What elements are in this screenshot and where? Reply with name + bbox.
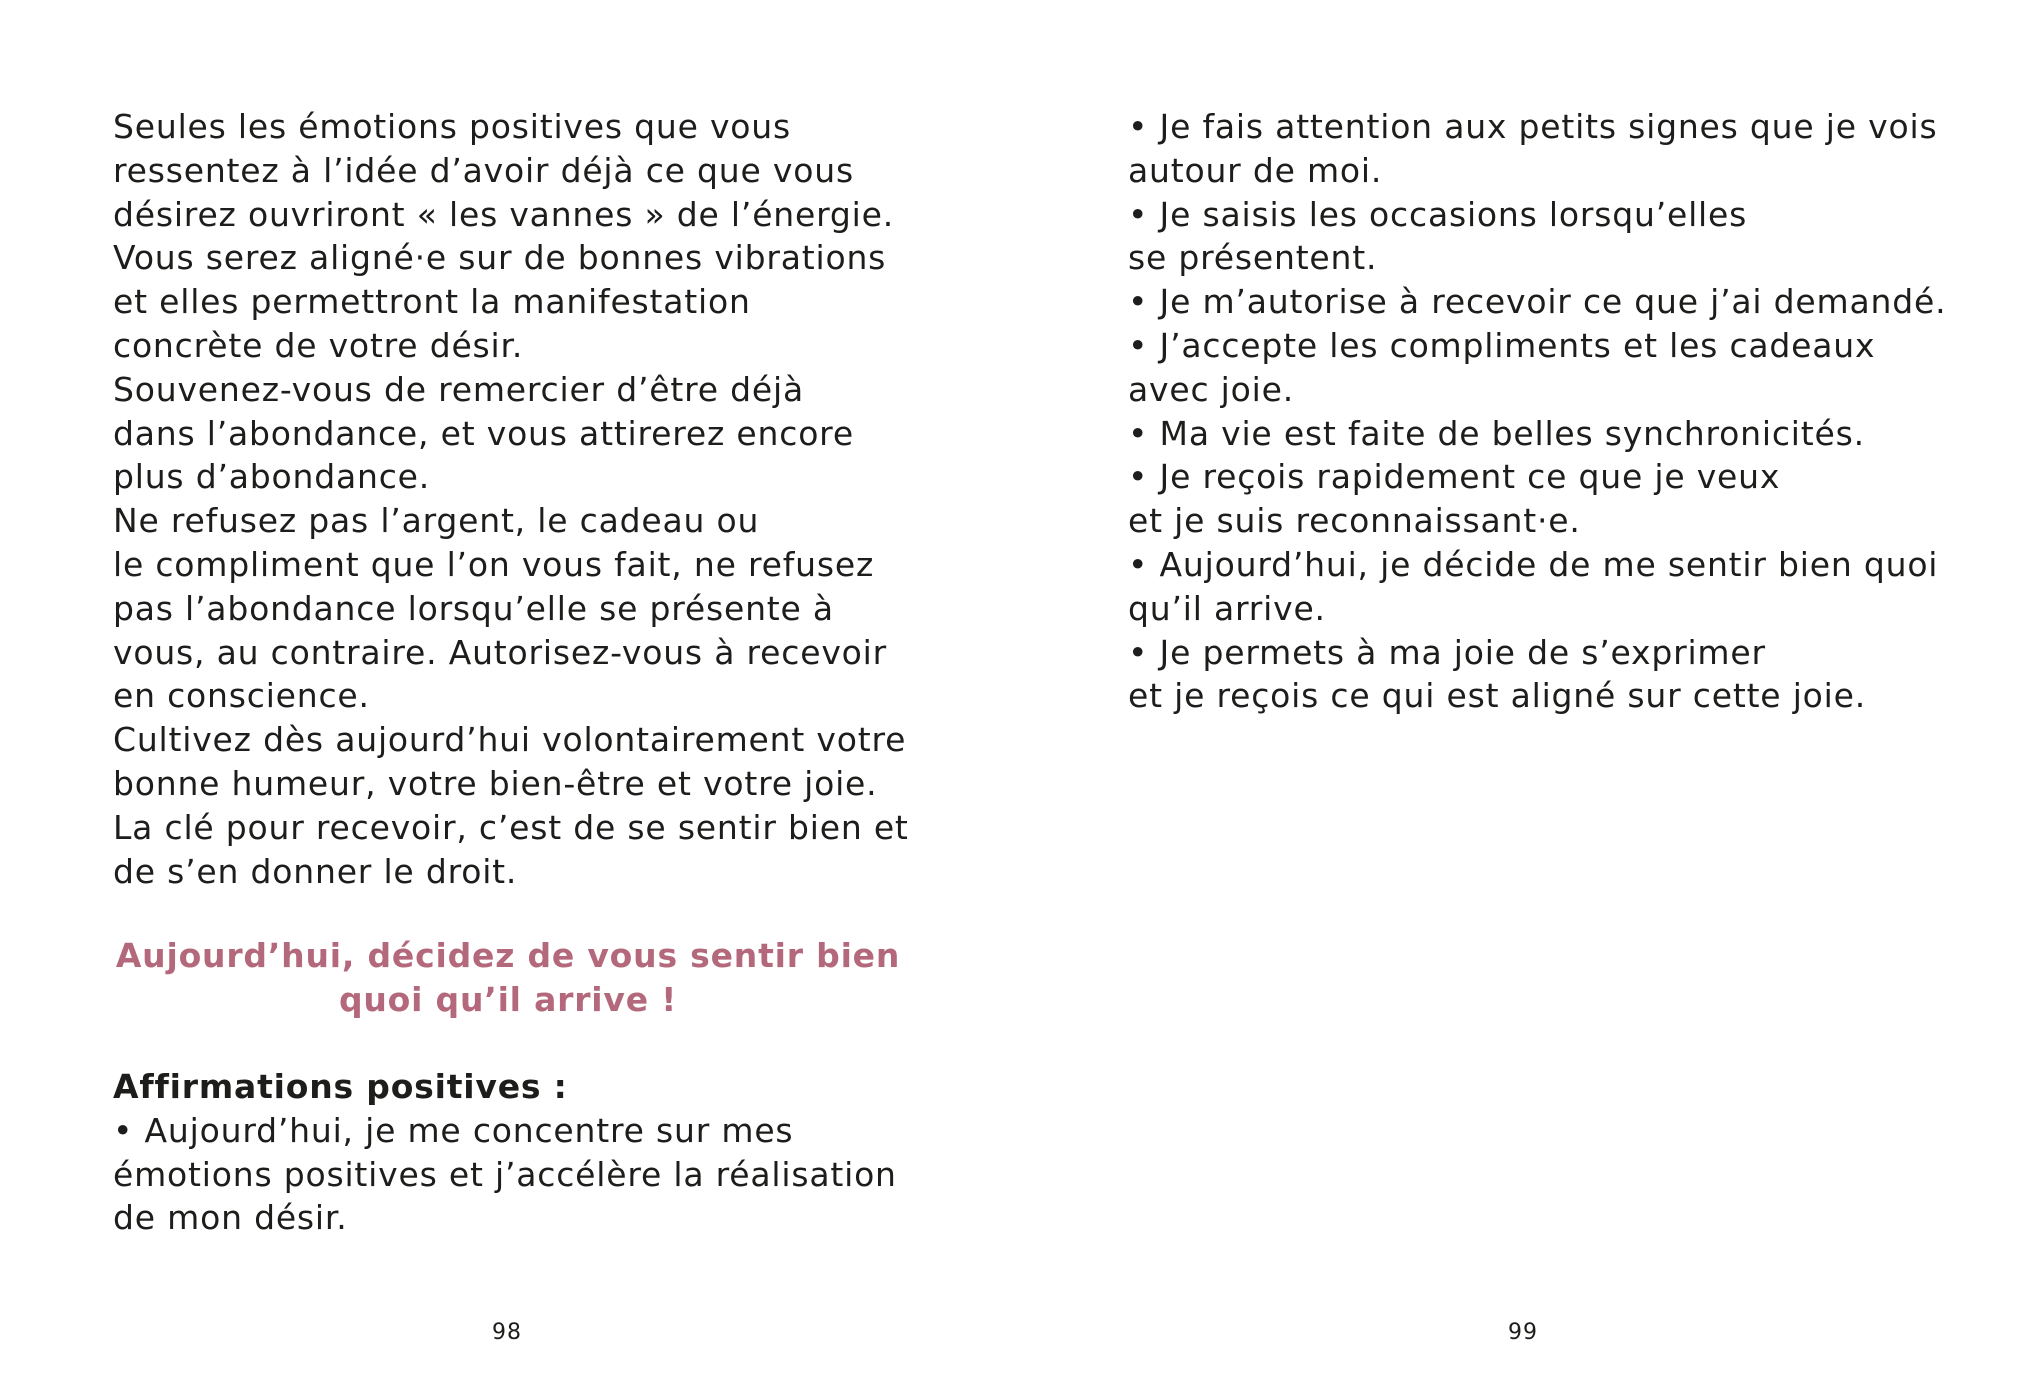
affirmation-list xyxy=(1128,105,1958,718)
body-line: Seules les émotions positives que vous xyxy=(113,107,792,146)
affirmation-line: de mon désir. xyxy=(113,1198,348,1238)
affirmation-line: qu’il arrive. xyxy=(1128,588,1326,628)
page-number-right: 99 xyxy=(1508,1320,1538,1345)
body-line: de s’en donner le droit. xyxy=(113,851,518,891)
affirmation-line: • Je fais attention aux petits signes que je vois xyxy=(1128,107,1938,146)
affirmation-line: se présentent. xyxy=(1128,238,1378,278)
body-line: plus d’abondance. xyxy=(113,457,431,497)
affirmation-line: • Ma vie est faite de belles synchronicités. xyxy=(1128,413,1865,453)
body-paragraph xyxy=(113,105,943,893)
page-number-left: 98 xyxy=(492,1320,522,1345)
highlight-quote xyxy=(113,934,903,1022)
body-line: en conscience. xyxy=(113,676,370,716)
body-line: pas l’abondance lorsqu’elle se présente à xyxy=(113,588,834,628)
affirmation-line: émotions positives et j’accélère la réalisation xyxy=(113,1154,897,1194)
affirmation-line: • Je saisis les occasions lorsqu’elles xyxy=(1128,194,1748,234)
body-line: désirez ouvriront « les vannes » de l’énergie. xyxy=(113,194,895,234)
affirmation-line: • Je m’autorise à recevoir ce que j’ai demandé. xyxy=(1128,282,1947,322)
affirmation-line: autour de moi. xyxy=(1128,150,1383,190)
body-line: dans l’abondance, et vous attirerez encore xyxy=(113,413,854,453)
affirmation-line: • Aujourd’hui, je décide de me sentir bien quoi xyxy=(1128,544,1939,584)
body-line: Ne refusez pas l’argent, le cadeau ou xyxy=(113,501,760,541)
body-line: vous, au contraire. Autorisez-vous à recevoir xyxy=(113,632,887,672)
affirmation-line: et je reçois ce qui est aligné sur cette joie. xyxy=(1128,676,1867,716)
body-line: ressentez à l’idée d’avoir déjà ce que vous xyxy=(113,150,854,190)
body-line: et elles permettront la manifestation xyxy=(113,282,751,322)
highlight-line: Aujourd’hui, décidez de vous sentir bien xyxy=(115,936,901,976)
body-line: La clé pour recevoir, c’est de se sentir bien et xyxy=(113,807,909,847)
body-line: Cultivez dès aujourd’hui volontairement votre xyxy=(113,720,907,760)
affirmation-list xyxy=(113,1109,943,1240)
body-line: le compliment que l’on vous fait, ne refusez xyxy=(113,544,875,584)
body-line: bonne humeur, votre bien-être et votre joie. xyxy=(113,763,878,803)
affirmation-line: et je suis reconnaissant·e. xyxy=(1128,501,1581,541)
highlight-line: quoi qu’il arrive ! xyxy=(338,980,678,1020)
affirmations-heading: Affirmations positives : xyxy=(113,1066,568,1106)
right-page xyxy=(1128,105,1958,718)
affirmation-line: avec joie. xyxy=(1128,369,1295,409)
affirmation-line: • J’accepte les compliments et les cadeaux xyxy=(1128,325,1876,365)
body-line: concrète de votre désir. xyxy=(113,325,524,365)
affirmation-line: • Aujourd’hui, je me concentre sur mes xyxy=(113,1110,794,1150)
body-line: Vous serez aligné·e sur de bonnes vibrations xyxy=(113,238,887,278)
body-line: Souvenez-vous de remercier d’être déjà xyxy=(113,369,804,409)
affirmation-line: • Je reçois rapidement ce que je veux xyxy=(1128,457,1781,497)
left-page xyxy=(113,105,943,1240)
affirmation-line: • Je permets à ma joie de s’exprimer xyxy=(1128,632,1766,672)
